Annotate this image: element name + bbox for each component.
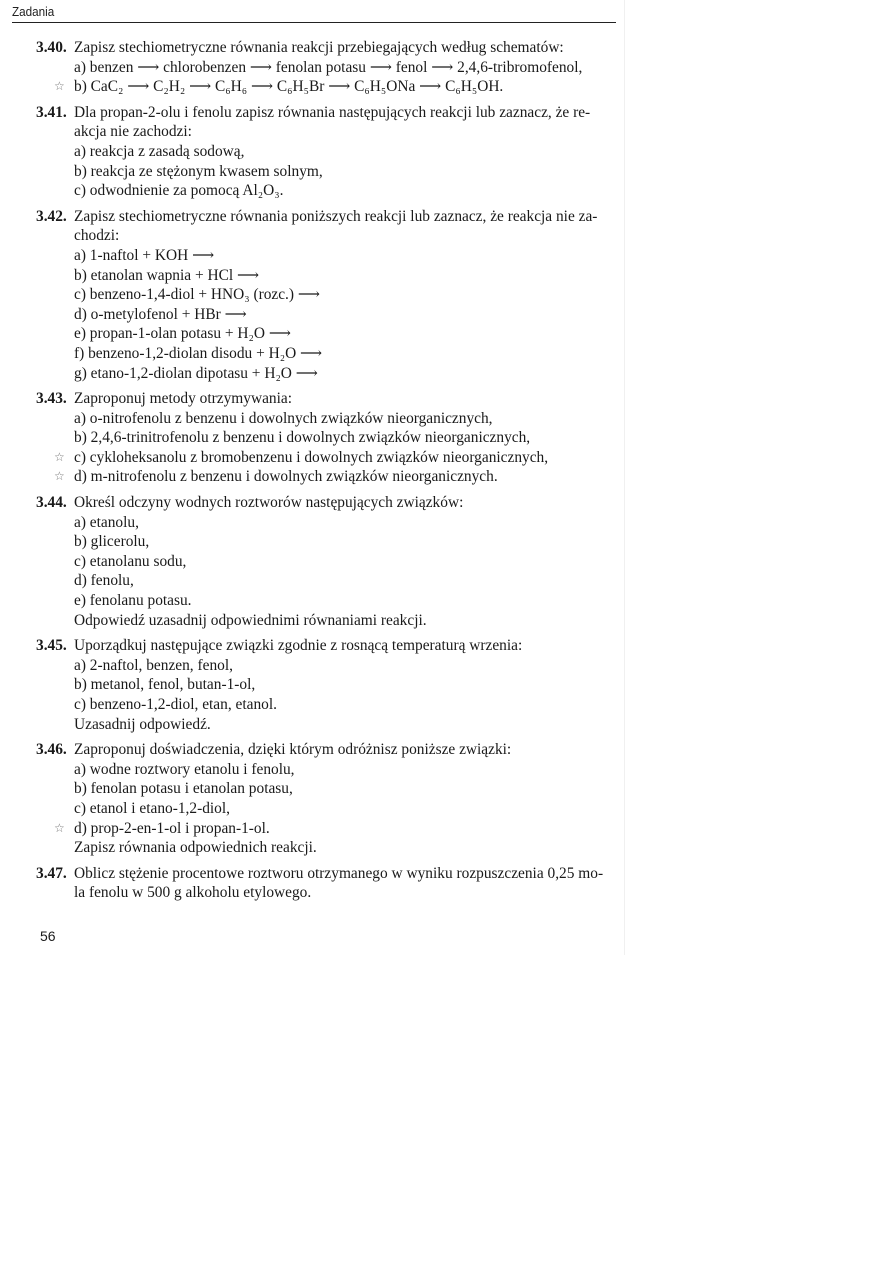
subitem-e: e) fenolanu potasu. xyxy=(74,592,192,610)
task-number: 3.45. xyxy=(36,637,67,655)
subitem-c xyxy=(36,448,620,468)
task-note: Uzasadnij odpowiedź. xyxy=(74,715,211,733)
task-number: 3.44. xyxy=(36,494,67,512)
star-icon: ☆ xyxy=(54,469,65,484)
subitem-d: d) fenolu, xyxy=(74,572,134,590)
subitem-g: g) etano-1,2-diolan dipotasu + H₂O ⟶ xyxy=(74,364,318,382)
star-icon: ☆ xyxy=(54,820,65,835)
task-note: Odpowiedź uzasadnij odpowiednimi równaniami reakcji. xyxy=(74,611,427,629)
task-3-43 xyxy=(36,389,620,487)
task-text: Dla propan-2-olu i fenolu zapisz równania następujących reakcji lub zaznacz, że re- xyxy=(74,103,591,121)
task-text-continued: la fenolu w 500 g alkoholu etylowego. xyxy=(74,884,312,902)
subitem-a: a) etanolu, xyxy=(74,513,139,531)
task-text-continued: chodzi: xyxy=(74,227,120,245)
task-text: Zapisz stechiometryczne równania poniższych reakcji lub zaznacz, że reakcja nie za- xyxy=(74,207,598,225)
subitem-c: c) etanolanu sodu, xyxy=(74,552,187,570)
subitem-a: a) reakcja z zasadą sodową, xyxy=(74,142,245,160)
task-number: 3.46. xyxy=(36,741,67,759)
task-3-45 xyxy=(36,636,620,734)
star-icon: ☆ xyxy=(54,449,65,464)
subitem-a: a) wodne roztwory etanolu i fenolu, xyxy=(74,760,295,778)
task-text: Zaproponuj metody otrzymywania: xyxy=(74,390,292,408)
subitem-b: b) 2,4,6-trinitrofenolu z benzenu i dowolnych związków nieorganicznych, xyxy=(74,429,531,447)
task-number: 3.40. xyxy=(36,39,67,56)
subitem-a: a) o-nitrofenolu z benzenu i dowolnych związków nieorganicznych, xyxy=(74,409,493,427)
header-rule xyxy=(12,22,616,23)
subitem-text: d) prop-2-en-1-ol i propan-1-ol. xyxy=(74,819,270,837)
task-3-41 xyxy=(36,103,620,201)
subitem-d xyxy=(36,819,620,839)
task-text: Oblicz stężenie procentowe roztworu otrzymanego w wyniku rozpuszczenia 0,25 mo- xyxy=(74,864,604,882)
page-number: 56 xyxy=(40,928,56,944)
subitem-b: b) etanolan wapnia + HCl ⟶ xyxy=(74,266,260,284)
subitem-b xyxy=(36,77,620,97)
task-number: 3.41. xyxy=(36,103,67,121)
subitem-c: c) benzeno-1,4-diol + HNO₃ (rozc.) ⟶ xyxy=(74,286,320,304)
exercise-list xyxy=(36,38,620,909)
subitem-text: b) CaC₂ ⟶ C₂H₂ ⟶ C₆H₆ ⟶ C₆H₅Br ⟶ C₆H₅ONa ⟶ C₆H₅OH. xyxy=(74,78,504,96)
subitem-b: b) reakcja ze stężonym kwasem solnym, xyxy=(74,162,323,180)
section-header: Zadania xyxy=(12,4,55,19)
task-number: 3.47. xyxy=(36,864,67,882)
task-3-47 xyxy=(36,864,620,903)
task-number: 3.43. xyxy=(36,390,67,408)
task-3-46 xyxy=(36,740,620,858)
subitem-b: b) metanol, fenol, butan-1-ol, xyxy=(74,676,256,694)
subitem-text: c) cykloheksanolu z bromobenzenu i dowolnych związków nieorganicznych, xyxy=(74,448,549,466)
subitem-a: a) 1-naftol + KOH ⟶ xyxy=(74,246,215,264)
subitem-b: b) glicerolu, xyxy=(74,533,150,551)
star-icon: ☆ xyxy=(54,79,65,94)
task-3-44 xyxy=(36,493,620,630)
subitem-c: c) benzeno-1,2-diol, etan, etanol. xyxy=(74,696,277,713)
subitem-a: a) 2-naftol, benzen, fenol, xyxy=(74,656,233,674)
subitem-text: d) m-nitrofenolu z benzenu i dowolnych związków nieorganicznych. xyxy=(74,468,498,486)
subitem-c: c) etanol i etano-1,2-diol, xyxy=(74,799,230,817)
subitem-f: f) benzeno-1,2-diolan disodu + H₂O ⟶ xyxy=(74,344,323,362)
subitem-a: a) benzen ⟶ chlorobenzen ⟶ fenolan potasu ⟶ fenol ⟶ 2,4,6-tribromofenol, xyxy=(74,58,583,76)
task-number: 3.42. xyxy=(36,207,67,225)
subitem-e: e) propan-1-olan potasu + H₂O ⟶ xyxy=(74,325,291,343)
task-note: Zapisz równania odpowiednich reakcji. xyxy=(74,839,317,857)
subitem-d: d) o-metylofenol + HBr ⟶ xyxy=(74,305,247,323)
task-text: Określ odczyny wodnych roztworów następujących związków: xyxy=(74,494,464,512)
task-3-42 xyxy=(36,207,620,383)
subitem-c: c) odwodnienie za pomocą Al₂O₃. xyxy=(74,182,284,200)
task-text-continued: akcja nie zachodzi: xyxy=(74,123,192,141)
subitem-b: b) fenolan potasu i etanolan potasu, xyxy=(74,780,293,798)
task-text: Zaproponuj doświadczenia, dzięki którym odróżnisz poniższe związki: xyxy=(74,741,512,759)
task-3-40 xyxy=(36,38,620,97)
subitem-d xyxy=(36,467,620,487)
task-text: Zapisz stechiometryczne równania reakcji przebiegających według schematów: xyxy=(74,39,564,56)
task-text: Uporządkuj następujące związki zgodnie z rosnącą temperaturą wrzenia: xyxy=(74,637,523,655)
